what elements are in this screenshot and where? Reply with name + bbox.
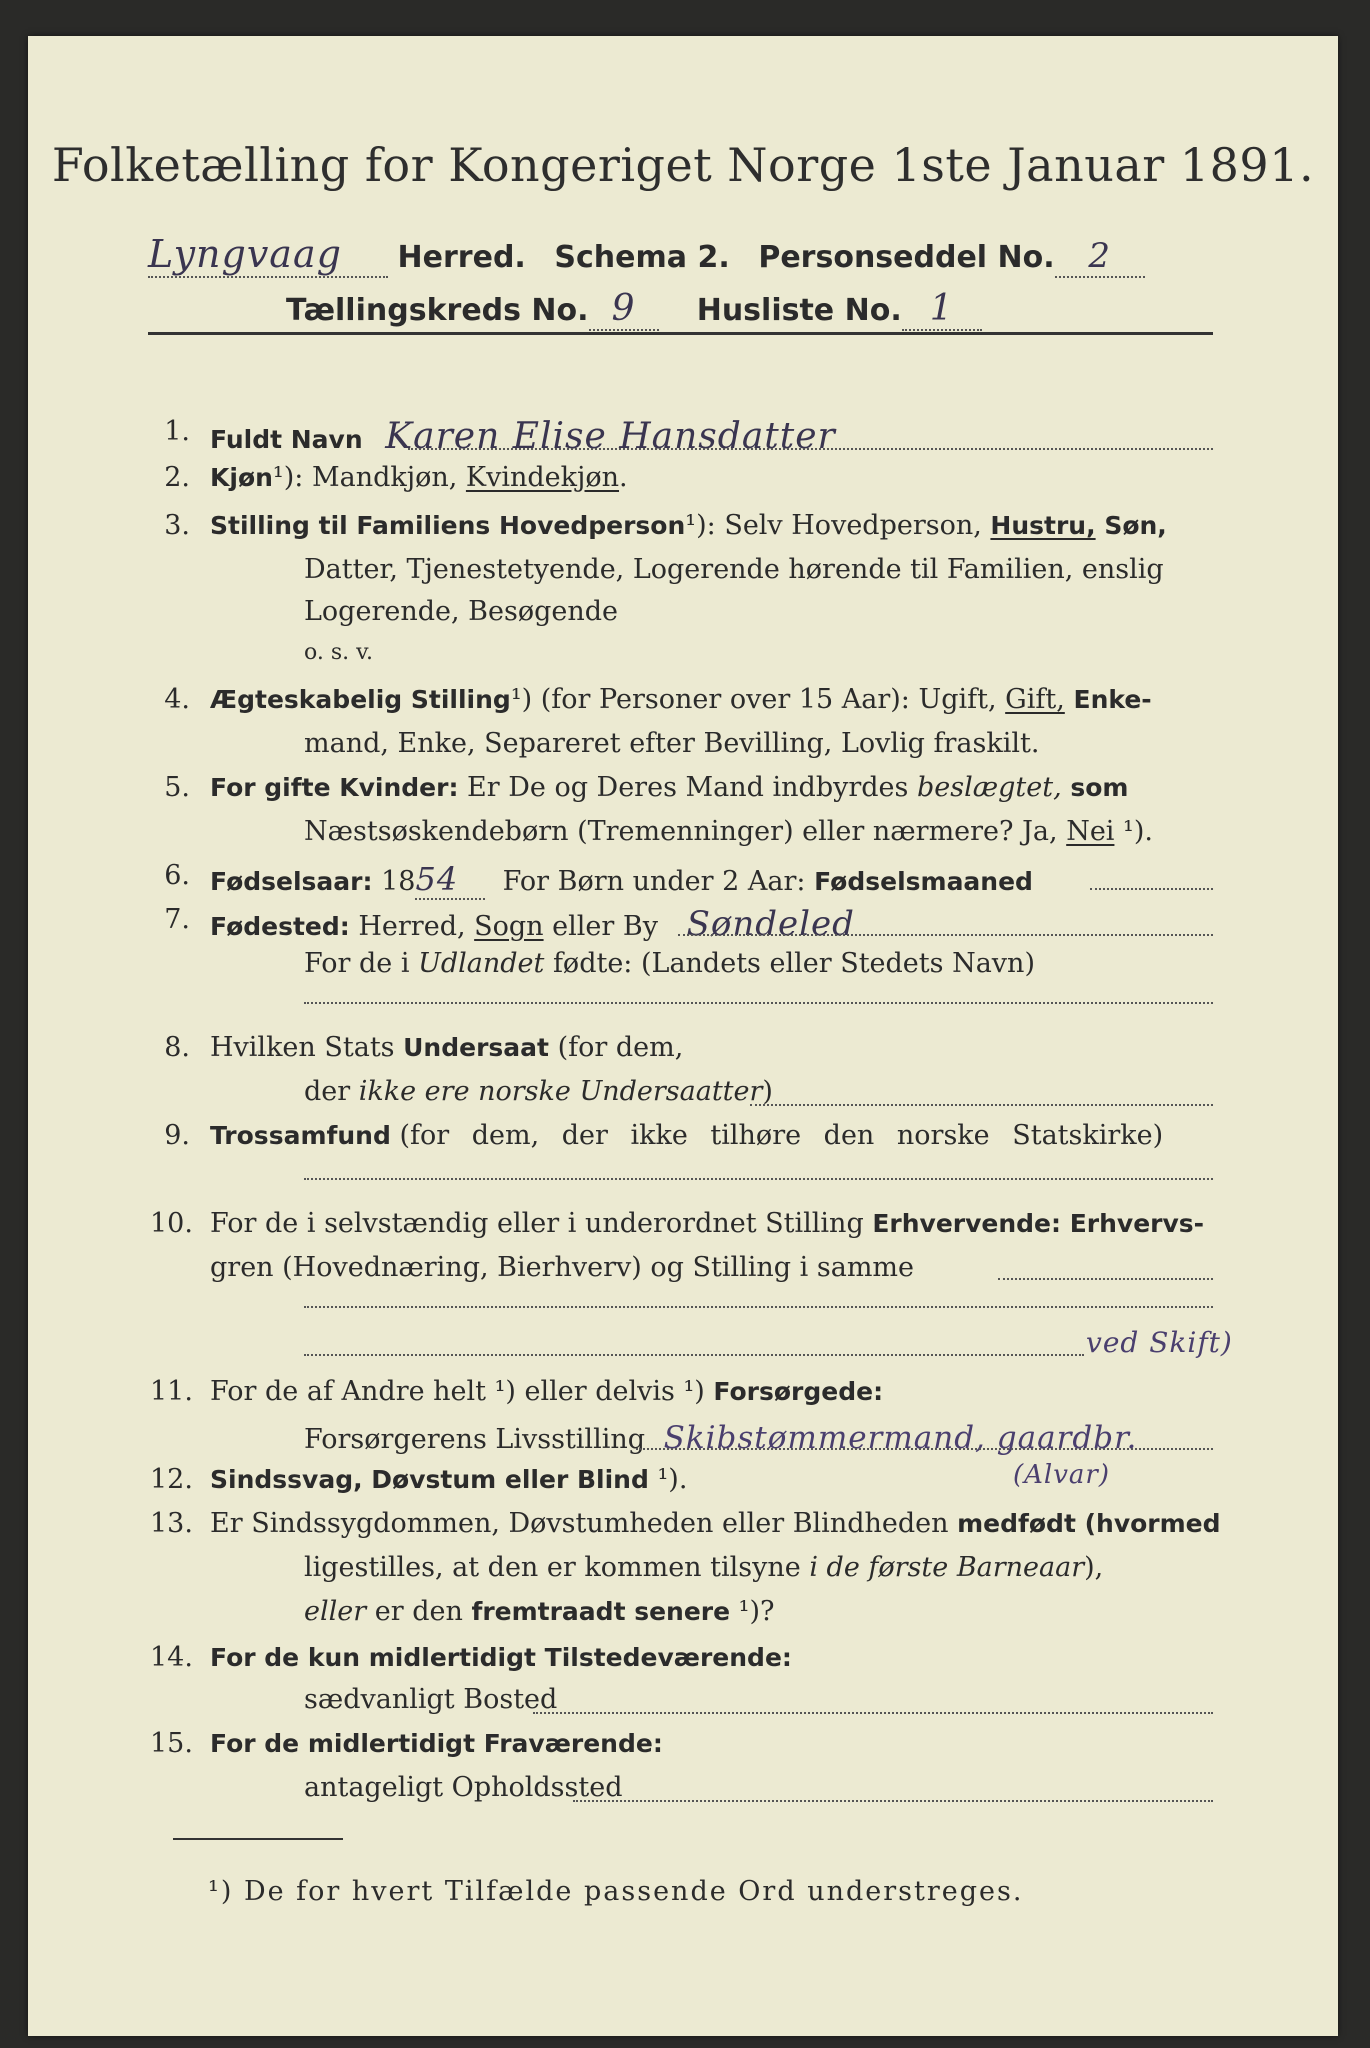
forsorgede-text: For de af Andre helt ¹) eller delvis ¹) bbox=[210, 1376, 714, 1407]
item-8 bbox=[210, 1032, 683, 1063]
fuldt-navn-label: Fuldt Navn bbox=[210, 425, 363, 454]
item-3-line2: Datter, Tjenestetyende, Logerende hørende til Familien, enslig bbox=[304, 554, 1164, 585]
erhverv-text1: For de i selvstændig eller i underordnet Stilling bbox=[210, 1208, 873, 1239]
gifte-selected: Nei bbox=[1066, 816, 1115, 847]
undersaat-label: Undersaat bbox=[403, 1033, 549, 1062]
undersaat-line2a: der bbox=[304, 1076, 359, 1107]
aegteskab-selected: Gift, bbox=[1005, 684, 1065, 715]
item-6-number: 6. bbox=[164, 860, 190, 891]
census-form-page bbox=[28, 36, 1338, 2036]
item-5-number: 5. bbox=[164, 772, 190, 803]
udland-a: For de i bbox=[304, 948, 419, 979]
undersaat-italic: ikke ere norske Undersaatter bbox=[358, 1076, 763, 1107]
gifte-italic: beslægtet, bbox=[916, 772, 1062, 803]
item-15 bbox=[210, 1728, 663, 1759]
item-4 bbox=[210, 684, 1152, 715]
sindssvag-label: Sindssvag, Døvstum eller Blind bbox=[210, 1465, 649, 1494]
item-10-number: 10. bbox=[150, 1208, 193, 1239]
medfodt-text2: (hvormed bbox=[1075, 1509, 1221, 1538]
erhverv-margin-note: ved Skift) bbox=[1086, 1326, 1233, 1359]
erhverv-line2 bbox=[304, 1306, 1213, 1308]
item-8-line2 bbox=[304, 1076, 773, 1107]
erhverv-line1 bbox=[998, 1278, 1213, 1280]
bosted-line bbox=[533, 1712, 1213, 1714]
forsorger-value: Skibstømmermand, gaardbr. bbox=[663, 1420, 1138, 1456]
fodested-line bbox=[678, 934, 1213, 936]
item-15-number: 15. bbox=[150, 1728, 193, 1759]
fodselsaar-label: Fødselsaar: bbox=[210, 867, 373, 896]
gifte-label: For gifte Kvinder: bbox=[210, 773, 459, 802]
item-4-number: 4. bbox=[164, 684, 190, 715]
header-rule bbox=[148, 332, 1213, 335]
item-11 bbox=[210, 1376, 883, 1407]
husliste-no: 1 bbox=[929, 288, 954, 329]
item-11-line2 bbox=[304, 1420, 1137, 1456]
undersaat-text2: (for dem, bbox=[548, 1032, 684, 1063]
item-13 bbox=[210, 1508, 1221, 1539]
item-10 bbox=[210, 1208, 1204, 1239]
item-8-number: 8. bbox=[164, 1032, 190, 1063]
fodested-herred: Herred, bbox=[358, 911, 475, 942]
herred-label: Herred. bbox=[397, 240, 526, 275]
forsorger-line bbox=[636, 1448, 1213, 1450]
undersaat-line bbox=[750, 1104, 1213, 1106]
item-13-number: 13. bbox=[150, 1508, 193, 1539]
fremtraadt-label: fremtraadt senere bbox=[471, 1597, 731, 1626]
forsorger-value2: (Alvar) bbox=[1013, 1460, 1110, 1490]
fodested-value: Søndeled bbox=[686, 904, 855, 944]
item-14-line2: sædvanligt Bosted bbox=[304, 1684, 558, 1715]
forsorgede-label: Forsørgede: bbox=[713, 1377, 884, 1406]
erhverv-line3 bbox=[304, 1354, 1084, 1356]
kjon-options: ¹): Mandkjøn, bbox=[272, 462, 466, 493]
gifte-line2b: ¹). bbox=[1114, 816, 1153, 847]
medfodt-line2b: ), bbox=[1084, 1552, 1104, 1583]
medfodt-text1: Er Sindssygdommen, Døvstumheden eller Blindheden bbox=[210, 1508, 958, 1539]
fravaerende-label: For de midlertidigt Fraværende: bbox=[210, 1729, 663, 1758]
kreds-label: Tællingskreds No. bbox=[286, 293, 589, 328]
fodselsaar-value: 54 bbox=[415, 860, 459, 898]
item-1 bbox=[210, 416, 836, 457]
gifte-text: Er De og Deres Mand indbyrdes bbox=[467, 772, 917, 803]
item-9 bbox=[210, 1120, 1163, 1151]
trossamfund-line bbox=[304, 1178, 1213, 1180]
gifte-line2a: Næstsøskendebørn (Tremenninger) eller nærmere? Ja, bbox=[304, 816, 1067, 847]
kreds-no: 9 bbox=[611, 288, 636, 329]
trossamfund-text: (for dem, der ikke tilhøre den norske Statskirke) bbox=[399, 1120, 1164, 1151]
item-5-line2 bbox=[304, 816, 1153, 847]
erhverv-label: Erhvervende: bbox=[872, 1209, 1062, 1238]
personseddel-no: 2 bbox=[1088, 236, 1111, 276]
medfodt-line2a: ligestilles, at den er kommen tilsyne bbox=[304, 1552, 810, 1583]
fuldt-navn-value: Karen Elise Hansdatter bbox=[385, 416, 836, 457]
medfodt-line3b: er den bbox=[366, 1596, 472, 1627]
kreds-row bbox=[286, 288, 982, 331]
stilling-son: Søn, bbox=[1095, 511, 1167, 540]
item-11-number: 11. bbox=[150, 1376, 193, 1407]
kjon-end: . bbox=[619, 462, 628, 493]
schema-label: Schema 2. bbox=[554, 240, 730, 275]
stilling-selected: Hustru, bbox=[990, 511, 1096, 540]
item-5 bbox=[210, 772, 1128, 803]
fodselsaar-prefix: 18 bbox=[381, 866, 416, 897]
aegteskab-enke: Enke- bbox=[1064, 685, 1152, 714]
udland-italic: Udlandet bbox=[418, 948, 545, 979]
item-15-line2: antageligt Opholdssted bbox=[304, 1772, 623, 1803]
trossamfund-label: Trossamfund bbox=[210, 1121, 391, 1150]
item-7 bbox=[210, 904, 855, 944]
footnote-rule bbox=[173, 1838, 343, 1840]
herred-row bbox=[148, 232, 1145, 278]
item-2-number: 2. bbox=[164, 462, 190, 493]
fodested-by: eller By bbox=[543, 911, 658, 942]
fodselsmaaned-label: Fødselsmaaned bbox=[814, 867, 1033, 896]
fodested-label: Fødested: bbox=[210, 912, 350, 941]
item-13-line2 bbox=[304, 1552, 1103, 1583]
item-2 bbox=[210, 462, 628, 493]
kjon-selected: Kvindekjøn bbox=[465, 462, 620, 493]
item-9-number: 9. bbox=[164, 1120, 190, 1151]
forsorger-label: Forsørgerens Livsstilling bbox=[304, 1424, 646, 1455]
undersaat-text1: Hvilken Stats bbox=[210, 1032, 404, 1063]
form-title: Folketælling for Kongeriget Norge 1ste Januar 1891. bbox=[51, 138, 1315, 192]
fodselsmaaned-line bbox=[1090, 888, 1213, 890]
item-6 bbox=[210, 860, 1033, 900]
udland-line bbox=[304, 1002, 1213, 1004]
undersaat-line2b: ) bbox=[762, 1076, 773, 1107]
item-1-number: 1. bbox=[164, 416, 190, 447]
item-4-line2: mand, Enke, Separeret efter Bevilling, Lovlig fraskilt. bbox=[304, 728, 1040, 759]
item-14-number: 14. bbox=[150, 1642, 193, 1673]
udland-b: fødte: (Landets eller Stedets Navn) bbox=[544, 948, 1035, 979]
item-7-number: 7. bbox=[164, 904, 190, 935]
opholdssted-line bbox=[573, 1800, 1213, 1802]
medfodt-italic: i de første Barneaar bbox=[809, 1552, 1085, 1583]
stilling-label: Stilling til Familiens Hovedperson bbox=[210, 511, 686, 540]
item-3-line4: o. s. v. bbox=[304, 640, 373, 665]
item-12 bbox=[210, 1464, 687, 1495]
gifte-som: som bbox=[1061, 773, 1129, 802]
item-14 bbox=[210, 1642, 792, 1673]
stilling-text: ¹): Selv Hovedperson, bbox=[685, 510, 991, 541]
tilstede-label: For de kun midlertidigt Tilstedeværende: bbox=[210, 1643, 792, 1672]
item-13-line3 bbox=[304, 1596, 775, 1627]
item-3-number: 3. bbox=[164, 510, 190, 541]
fodested-selected: Sogn bbox=[474, 911, 544, 942]
footnote: ¹) De for hvert Tilfælde passende Ord understreges. bbox=[208, 1876, 1024, 1907]
personseddel-label: Personseddel No. bbox=[758, 240, 1055, 275]
item-12-number: 12. bbox=[150, 1464, 193, 1495]
kjon-label: Kjøn bbox=[210, 463, 273, 492]
erhverv-text2: Erhvervs- bbox=[1061, 1209, 1205, 1238]
medfodt-label: medfødt bbox=[957, 1509, 1076, 1538]
medfodt-line3c: ¹)? bbox=[730, 1596, 775, 1627]
sindssvag-text: ¹). bbox=[648, 1464, 688, 1495]
item-3-line3: Logerende, Besøgende bbox=[304, 596, 618, 627]
medfodt-eller: eller bbox=[304, 1596, 367, 1627]
aegteskab-label: Ægteskabelig Stilling bbox=[210, 685, 511, 714]
aegteskab-text: ¹) (for Personer over 15 Aar): Ugift, bbox=[510, 684, 1006, 715]
item-3 bbox=[210, 510, 1167, 541]
husliste-label: Husliste No. bbox=[696, 293, 902, 328]
item-10-line2: gren (Hovednæring, Bierhverv) og Stilling i samme bbox=[210, 1252, 915, 1283]
herred-name: Lyngvaag bbox=[148, 232, 342, 276]
fodsel-born-text: For Børn under 2 Aar: bbox=[502, 866, 806, 897]
item-7-line2 bbox=[304, 948, 1035, 979]
fuldt-navn-line bbox=[408, 448, 1213, 450]
